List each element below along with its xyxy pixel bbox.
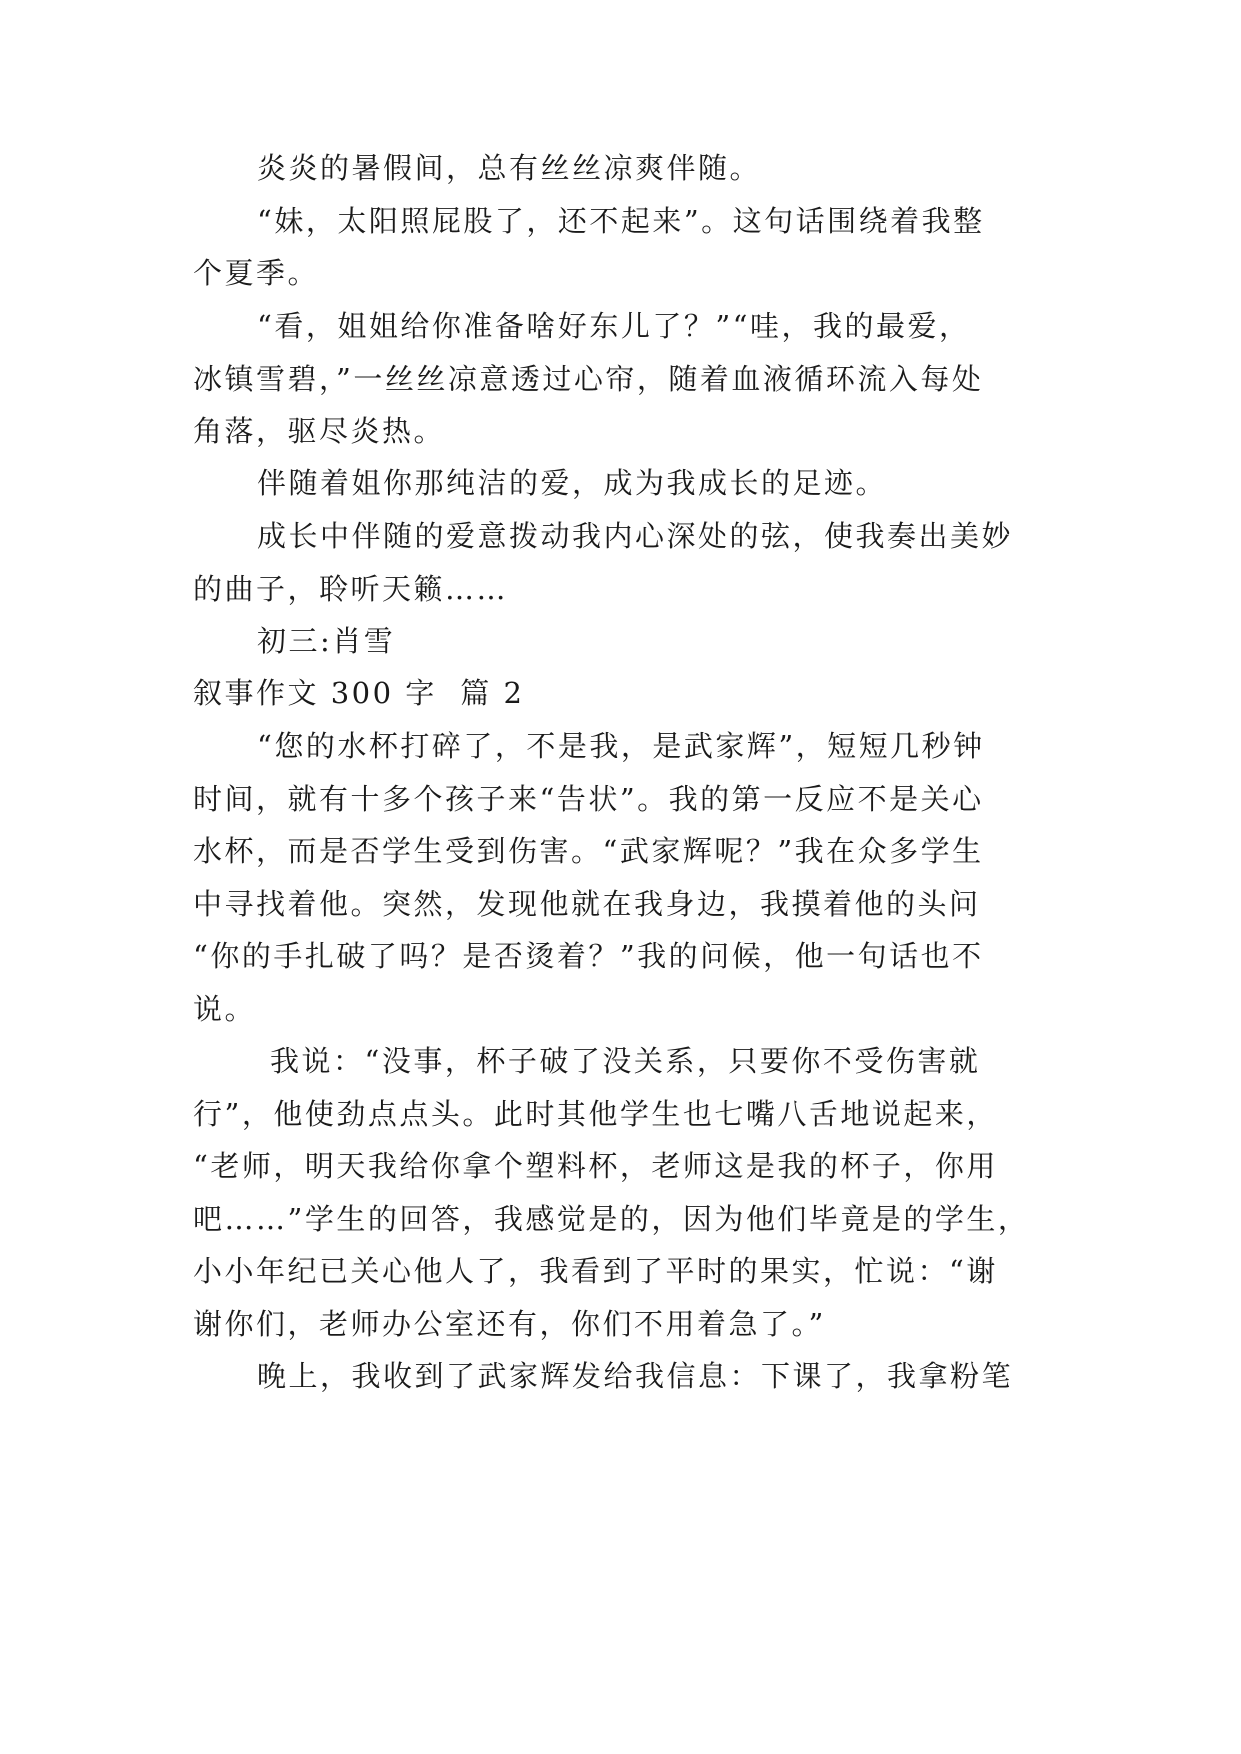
text-line: 说。	[193, 992, 257, 1026]
text-line: 中寻找着他。突然，发现他就在我身边，我摸着他的头问	[193, 887, 981, 921]
text-line: 水杯，而是否学生受到伤害。“武家辉呢？”我在众多学生	[193, 834, 984, 868]
text-line: 行”，他使劲点点头。此时其他学生也七嘴八舌地说起来，	[193, 1097, 998, 1131]
text-line: 成长中伴随的爱意拨动我内心深处的弦，使我奏出美妙	[257, 519, 1014, 553]
text-line: 时间，就有十多个孩子来“告状”。我的第一反应不是关心	[193, 782, 984, 816]
text-line: 角落，驱尽炎热。	[193, 414, 446, 448]
text-line: 小小年纪已关心他人了，我看到了平时的果实，忙说：“谢	[193, 1254, 998, 1288]
text-line: 炎炎的暑假间，总有丝丝凉爽伴随。	[257, 151, 762, 185]
text-line: 谢你们，老师办公室还有，你们不用着急了。”	[193, 1307, 826, 1341]
text-line: 我说：“没事，杯子破了没关系，只要你不受伤害就	[270, 1044, 981, 1078]
text-line: 晚上，我收到了武家辉发给我信息：下课了，我拿粉笔	[257, 1359, 1014, 1393]
text-line: “妹，太阳照屁股了，还不起来”。这句话围绕着我整	[257, 204, 985, 238]
text-line: “您的水杯打碎了，不是我，是武家辉”，短短几秒钟	[257, 729, 985, 763]
text-line: 的曲子，聆听天籁……	[193, 572, 509, 606]
text-line: 吧……”学生的回答，我感觉是的，因为他们毕竟是的学生，	[193, 1202, 1030, 1236]
section-heading: 叙事作文 300 字 篇 2	[193, 676, 525, 710]
text-line: “你的手扎破了吗？是否烫着？”我的问候，他一句话也不	[193, 939, 984, 973]
text-line: 冰镇雪碧，”一丝丝凉意透过心帘，随着血液循环流入每处	[193, 362, 984, 396]
text-line: 个夏季。	[193, 256, 320, 290]
signature-line: 初三:肖雪	[257, 624, 396, 658]
text-line: “看，姐姐给你准备啥好东儿了？”“哇，我的最爱，	[257, 309, 971, 343]
text-line: 伴随着姐你那纯洁的爱，成为我成长的足迹。	[257, 466, 888, 500]
text-line: “老师，明天我给你拿个塑料杯，老师这是我的杯子，你用	[193, 1149, 998, 1183]
